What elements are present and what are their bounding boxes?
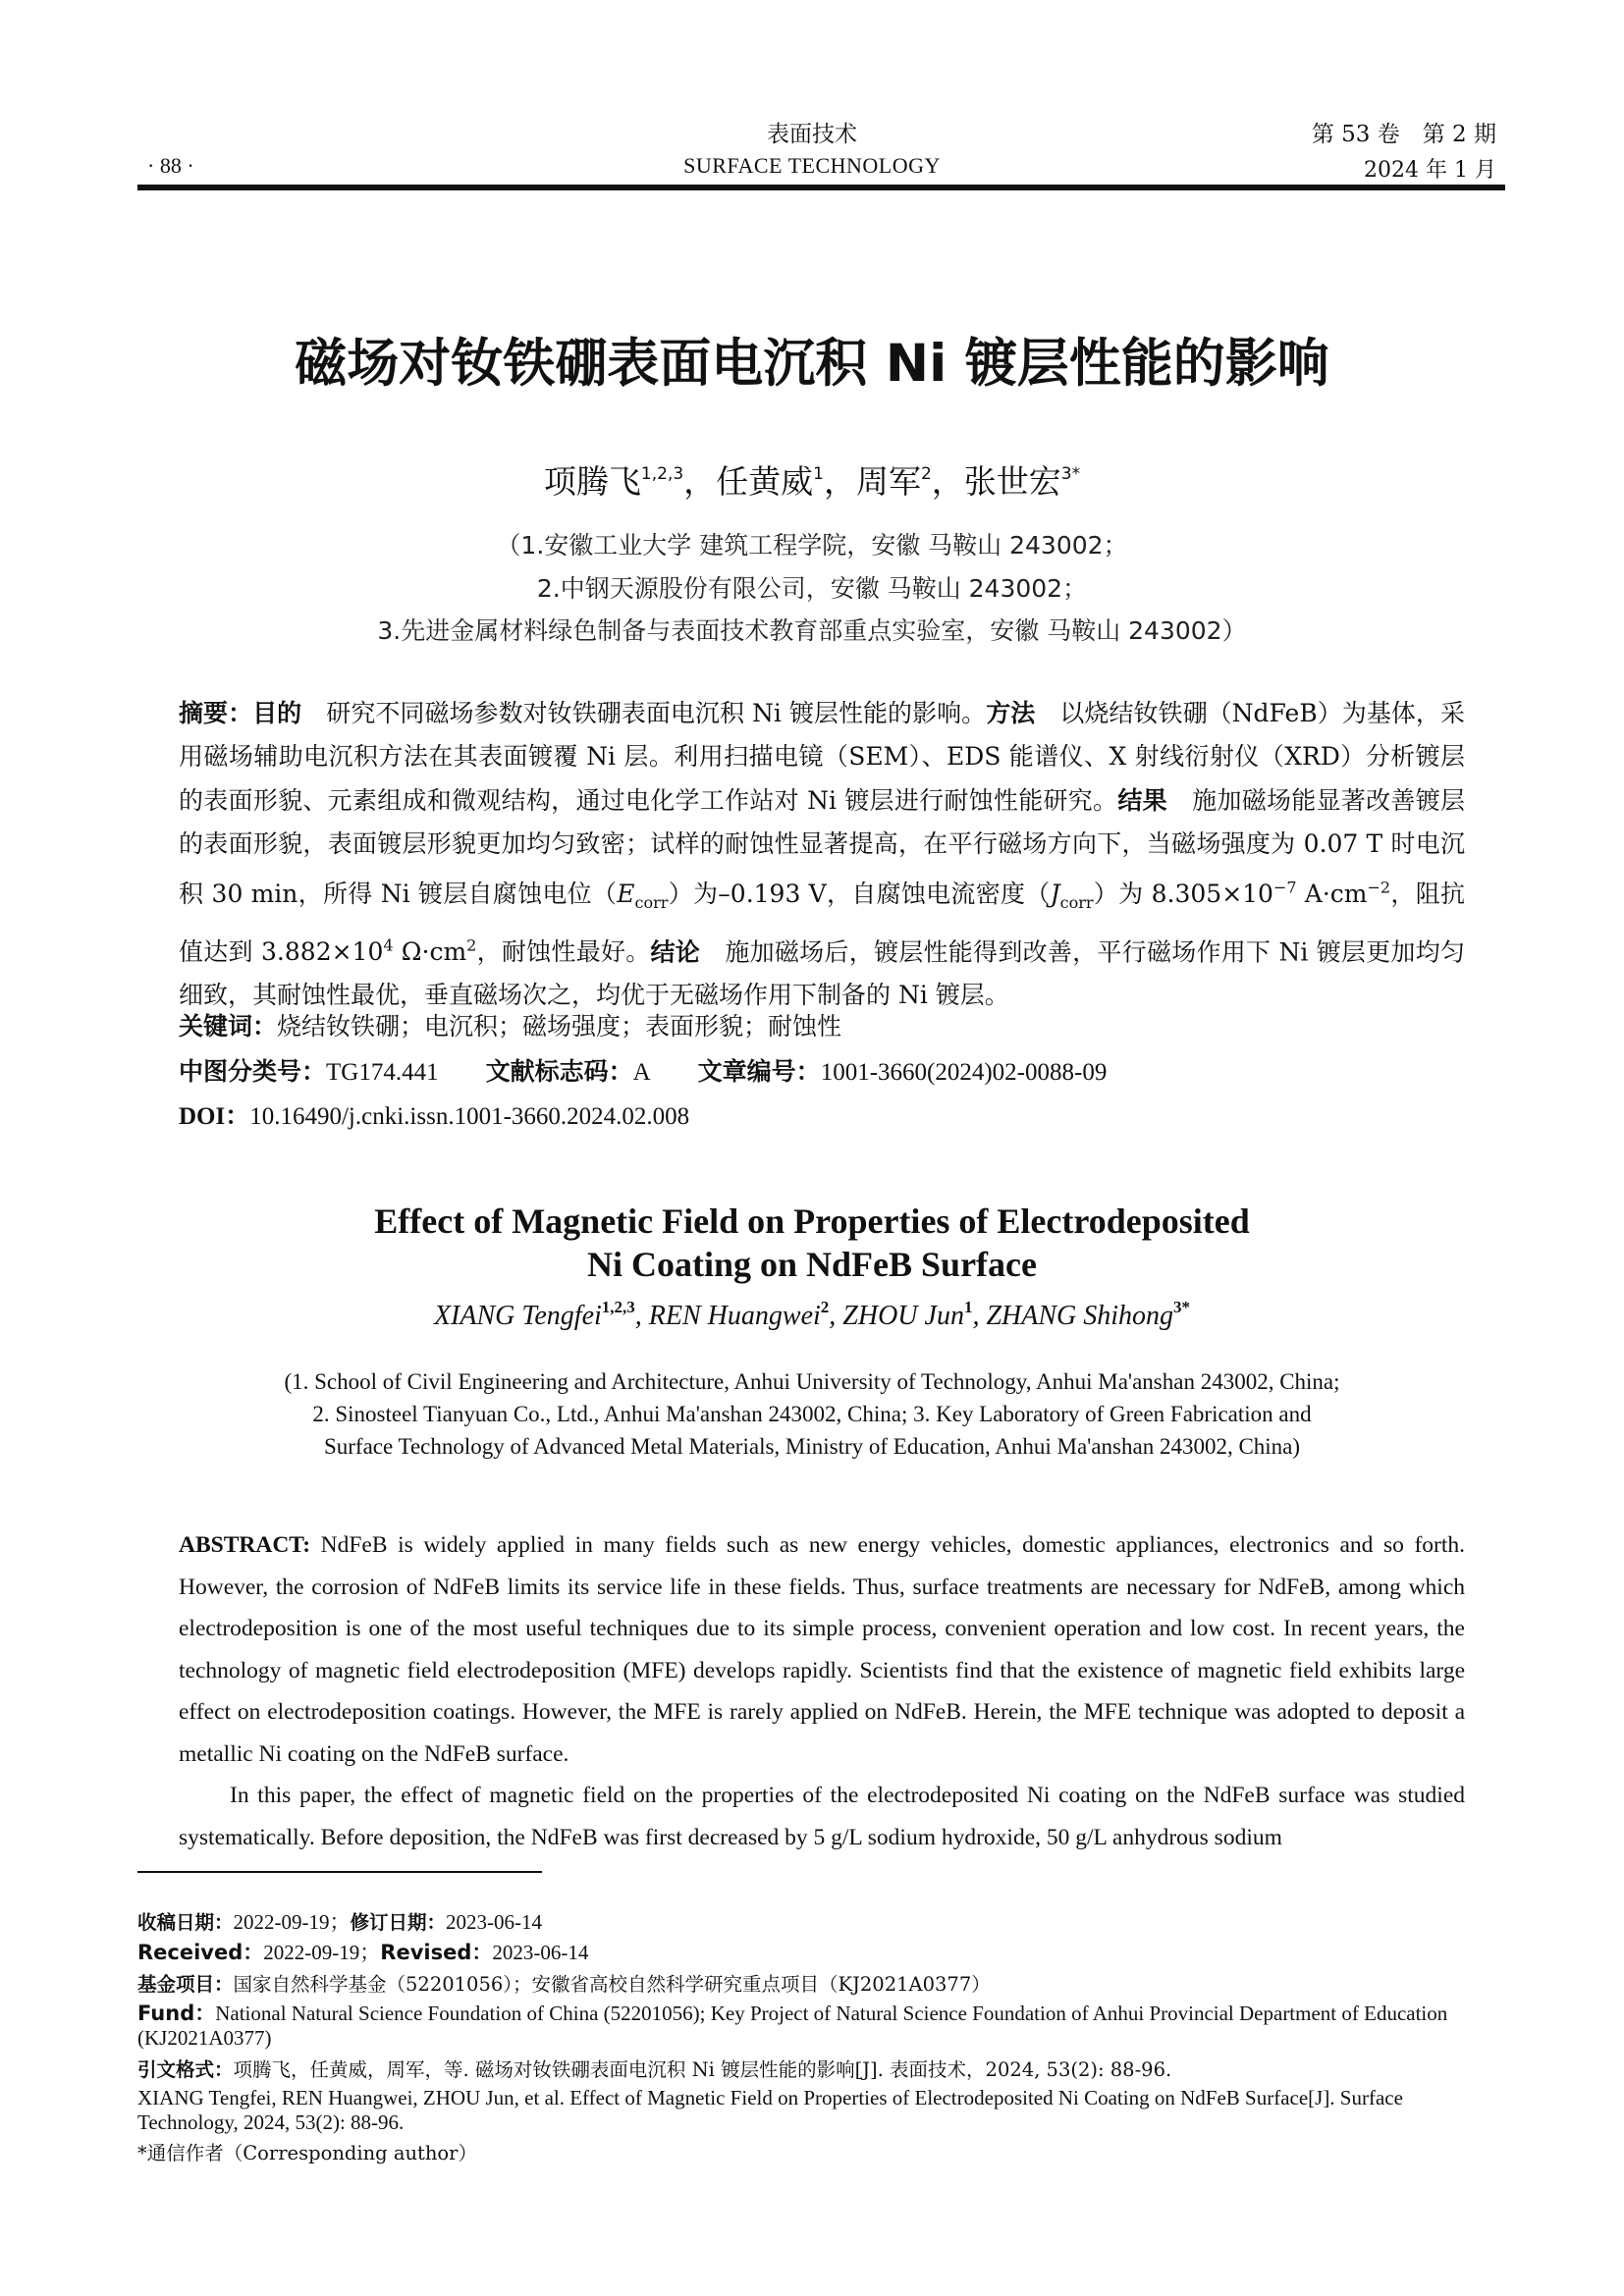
received-value: 2022-09-19； <box>233 1910 351 1934</box>
abstract-en-text: NdFeB is widely applied in many fields such as new energy vehicles, domestic appliances, electronics and so forth. However, the corrosion of NdFeB limits its service life in these fields. Thus, surface treatments are necessary for NdFeB, among which electrodeposition is one of the most useful techniques due to its simple process, convenient operation and low cost. In recent years, the technology of magnetic field electrodeposition (MFE) develops rapidly. Scientists find that the existence of magnetic field exhibits large effect on electrodeposition coatings. However, the MFE is rarely applied on NdFeB. Herein, the MFE technique was adopted to deposit a metallic Ni coating on the NdFeB surface. <box>179 1532 1465 1767</box>
author-affiliation-mark: 2 <box>820 1298 830 1316</box>
result-label: 结果 <box>1117 785 1167 815</box>
journal-title-cn: 表面技术 <box>767 122 857 147</box>
revised-value-en: 2023-06-14 <box>492 1941 589 1964</box>
author-name: XIANG Tengfei <box>433 1301 602 1331</box>
abstract-en-paragraph <box>179 1524 1465 1775</box>
fund-value-cn: 国家自然科学基金（52201056）；安徽省高校自然科学研究重点项目（KJ2021A0377） <box>233 1973 991 1996</box>
author-name: 周军 <box>855 462 921 501</box>
fund-en <box>137 2002 1507 2051</box>
revised-label: 修订日期： <box>350 1911 447 1934</box>
author-list-cn: 项腾飞$^{1,2,3}$，任黄威$^1$，周军$^2$，张世宏$^{3*}$ <box>543 462 1081 501</box>
doi-label: DOI： <box>179 1103 250 1130</box>
abstract-cn <box>179 692 1465 1018</box>
fund-cn <box>137 1972 1507 1997</box>
article-number-value: 1001-3660(2024)02-0088-09 <box>820 1059 1108 1086</box>
citation-label: 引文格式： <box>137 2058 234 2081</box>
author-name: REN Huangwei <box>648 1301 821 1331</box>
author-name: ZHOU Jun <box>842 1301 964 1331</box>
method-label: 方法 <box>986 699 1036 727</box>
author-name: 任黄威 <box>716 462 814 501</box>
author-affiliation-mark: 2 <box>920 464 932 484</box>
author-affiliation-mark: 3* <box>1173 1298 1191 1316</box>
fund-value-en: National Natural Science Foundation of China (52201056); Key Project of Natural Science Foundation of Anhui Provincial Department of Education (KJ2021A0377) <box>137 2002 1448 2050</box>
paper-title-cn: 磁场对钕铁硼表面电沉积 Ni 镀层性能的影响 <box>295 334 1329 394</box>
purpose-label: 目的 <box>252 699 302 727</box>
keywords-cn <box>179 1007 841 1042</box>
issue-date: 2024 年 1 月 <box>1364 158 1496 183</box>
affiliation-en: (1. School of Civil Engineering and Architecture, Anhui University of Technology, Anhui Ma'anshan 243002, China; <box>284 1369 1340 1394</box>
doi-line <box>179 1096 689 1132</box>
fund-label-cn: 基金项目： <box>137 1973 234 1996</box>
received-date-cn <box>137 1910 1507 1935</box>
clc-value: TG174.441 <box>326 1059 439 1086</box>
author-affiliation-mark: 1,2,3 <box>601 1298 635 1316</box>
header-rule <box>137 185 1505 190</box>
page-number: · 88 · <box>147 153 194 178</box>
revised-label-en: Revised： <box>380 1941 493 1964</box>
revised-value: 2023-06-14 <box>446 1910 543 1934</box>
journal-title-en: SURFACE TECHNOLOGY <box>683 153 941 178</box>
author-affiliation-mark: 1,2,3 <box>640 464 684 484</box>
doi-value[interactable]: 10.16490/j.cnki.issn.1001-3660.2024.02.008 <box>249 1103 690 1130</box>
abstract-en-label: ABSTRACT: <box>179 1532 311 1558</box>
author-name: ZHANG Shihong <box>986 1301 1174 1331</box>
clc-label: 中图分类号： <box>179 1057 327 1086</box>
keywords-value: 烧结钕铁硼；电沉积；磁场强度；表面形貌；耐蚀性 <box>277 1012 842 1041</box>
volume-issue: 第 53 卷 第 2 期 <box>1311 122 1496 147</box>
abstract-conclusion: 施加磁场后，镀层性能得到改善，平行磁场作用下 Ni 镀层更加均匀细致，其耐蚀性最优，垂直磁场次之，均优于无磁场作用下制备的 Ni 镀层。 <box>179 937 1465 1010</box>
abstract-en-paragraph: In this paper, the effect of magnetic field on the properties of the electrodeposited Ni coating on the NdFeB surface was studied systematically. Before deposition, the NdFeB was first decreased by 5 g/L sodium hydroxide, 50 g/L anhydrous sodium <box>179 1783 1465 1850</box>
classification-line <box>179 1052 1107 1088</box>
paper-title-en <box>0 1200 1624 1286</box>
author-list-en: XIANG Tengfei$^{1,2,3}$, REN Huangwei$^2$, ZHOU Jun$^1$, ZHANG Shihong$^{3*}$ <box>433 1298 1191 1331</box>
title-en-line: Effect of Magnetic Field on Properties of Electrodeposited <box>374 1201 1250 1241</box>
citation-en: XIANG Tengfei, REN Huangwei, ZHOU Jun, et al. Effect of Magnetic Field on Properties of Electrodeposited Ni Coating on NdFeB Surface[J]. Surface Technology, 2024, 53(2): 88-96. <box>137 2086 1403 2134</box>
affiliation-en: Surface Technology of Advanced Metal Materials, Ministry of Education, Anhui Ma'anshan 243002, China) <box>323 1434 1301 1459</box>
keywords-label: 关键词： <box>179 1012 278 1041</box>
author-name: 项腾飞 <box>543 462 641 501</box>
author-name: 张世宏 <box>963 462 1061 501</box>
conclusion-label: 结论 <box>650 937 701 967</box>
received-date-en <box>137 1941 1507 1965</box>
affiliation-cn: （1.安徽工业大学 建筑工程学院，安徽 马鞍山 243002； <box>496 531 1128 560</box>
author-affiliation-mark: 1 <box>963 1298 973 1316</box>
affiliation-cn: 3.先进金属材料绿色制备与表面技术教育部重点实验室，安徽 马鞍山 243002） <box>377 616 1247 645</box>
abstract-en <box>179 1524 1465 1858</box>
fund-label-en: Fund： <box>137 2002 216 2025</box>
received-label: 收稿日期： <box>137 1911 234 1934</box>
abstract-label: 摘要： <box>179 699 253 727</box>
doc-code-label: 文献标志码： <box>485 1057 633 1086</box>
article-number-label: 文章编号： <box>697 1057 821 1086</box>
citation-cn <box>137 2057 1507 2082</box>
received-label-en: Received： <box>137 1941 264 1964</box>
abstract-result: 施加磁场能显著改善镀层的表面形貌，表面镀层形貌更加均匀致密；试样的耐蚀性显著提高，在平行磁场方向下，当磁场强度为 0.07 T 时电沉积 30 min，所得 Ni 镀层自腐蚀电位$(E_{corr})$为–0.193 V，自腐蚀电流密度$(J_{corr})$为 $8.305\times 10^{-7}$ $A\cdot cm^{-2}$，阻抗值达到 $3.882\times 10^4$ $\Omega\cdot cm^2$，耐蚀性最好。 <box>179 785 1465 967</box>
corresponding-author: *通信作者（Corresponding author） <box>137 2142 477 2164</box>
abstract-method: 以烧结钕铁硼（NdFeB）为基体，采用磁场辅助电沉积方法在其表面镀覆 Ni 层。利用扫描电镜（SEM）、EDS 能谱仪、X 射线衍射仪（XRD）分析镀层的表面形貌、元素组成和微观结构，通过电化学工作站对 Ni 镀层进行耐蚀性能研究。 <box>179 699 1465 815</box>
title-en-line: Ni Coating on NdFeB Surface <box>587 1245 1037 1284</box>
abstract-purpose: 研究不同磁场参数对钕铁硼表面电沉积 Ni 镀层性能的影响。 <box>326 699 987 727</box>
citation-value-cn: 项腾飞，任黄威，周军，等. 磁场对钕铁硼表面电沉积 Ni 镀层性能的影响[J]. 表面技术，2024, 53(2): 88-96. <box>233 2058 1172 2081</box>
doc-code-value: A <box>632 1059 651 1086</box>
received-value-en: 2022-09-19； <box>263 1941 381 1964</box>
author-affiliation-mark: 1 <box>813 464 824 484</box>
affiliation-cn: 2.中钢天源股份有限公司，安徽 马鞍山 243002； <box>536 574 1088 603</box>
affiliation-en: 2. Sinosteel Tianyuan Co., Ltd., Anhui Ma'anshan 243002, China; 3. Key Laboratory of Green Fabrication and <box>312 1402 1312 1426</box>
footnote-rule <box>137 1871 542 1873</box>
author-affiliation-mark: 3* <box>1060 464 1081 484</box>
